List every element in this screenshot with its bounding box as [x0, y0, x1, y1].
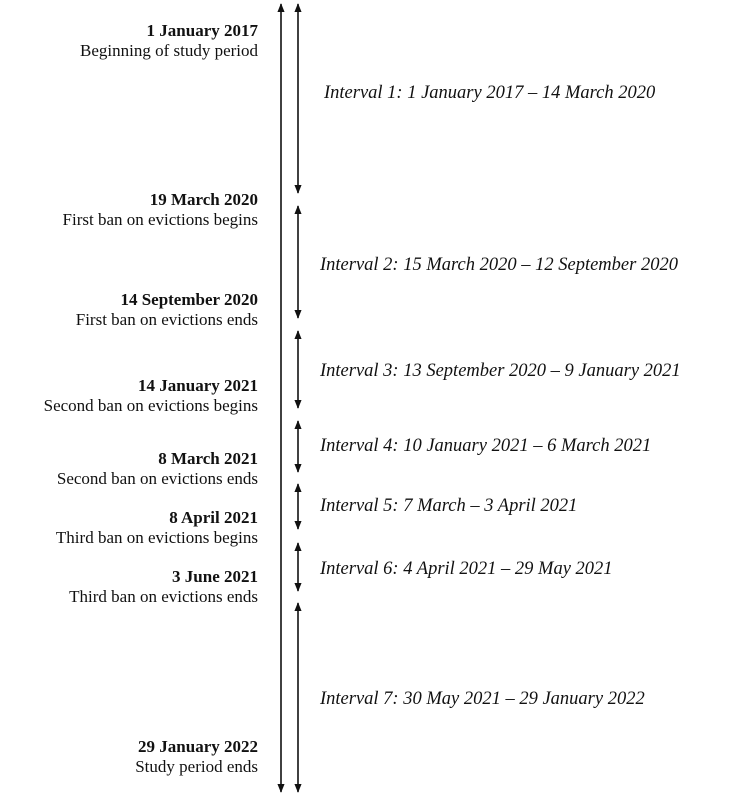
- event-date: 1 January 2017: [146, 21, 258, 40]
- event-description: Study period ends: [135, 757, 258, 776]
- event-description: First ban on evictions begins: [62, 210, 258, 229]
- event-date: 8 April 2021: [169, 508, 258, 527]
- event-date: 14 January 2021: [138, 376, 258, 395]
- event-third-ban-ends: [69, 567, 258, 607]
- event-third-ban-begins: [56, 508, 258, 548]
- event-study-end: [135, 737, 258, 777]
- event-description: Second ban on evictions begins: [43, 396, 258, 415]
- event-date: 19 March 2020: [149, 190, 258, 209]
- event-description: Third ban on evictions begins: [55, 528, 258, 547]
- event-description: First ban on evictions ends: [75, 310, 258, 329]
- event-second-ban-begins: [44, 376, 258, 416]
- event-description: Second ban on evictions ends: [56, 469, 258, 488]
- event-second-ban-ends: [57, 449, 258, 489]
- event-study-start: [80, 21, 258, 61]
- interval-1-label: Interval 1: 1 January 2017 – 14 March 2020: [324, 83, 656, 103]
- event-date: 29 January 2022: [138, 737, 258, 756]
- interval-6-label: Interval 6: 4 April 2021 – 29 May 2021: [320, 559, 613, 579]
- event-date: 3 June 2021: [172, 567, 258, 586]
- interval-5-label: Interval 5: 7 March – 3 April 2021: [320, 496, 578, 516]
- event-date: 14 September 2020: [120, 290, 258, 309]
- event-first-ban-begins: [63, 190, 258, 230]
- event-first-ban-ends: [76, 290, 258, 330]
- interval-3-label: Interval 3: 13 September 2020 – 9 January 2021: [320, 361, 681, 381]
- interval-4-label: Interval 4: 10 January 2021 – 6 March 2021: [320, 436, 652, 456]
- event-description: Beginning of study period: [79, 41, 258, 60]
- event-description: Third ban on evictions ends: [69, 587, 258, 606]
- interval-7-label: Interval 7: 30 May 2021 – 29 January 2022: [320, 689, 645, 709]
- event-date: 8 March 2021: [158, 449, 258, 468]
- interval-2-label: Interval 2: 15 March 2020 – 12 September 2020: [320, 255, 678, 275]
